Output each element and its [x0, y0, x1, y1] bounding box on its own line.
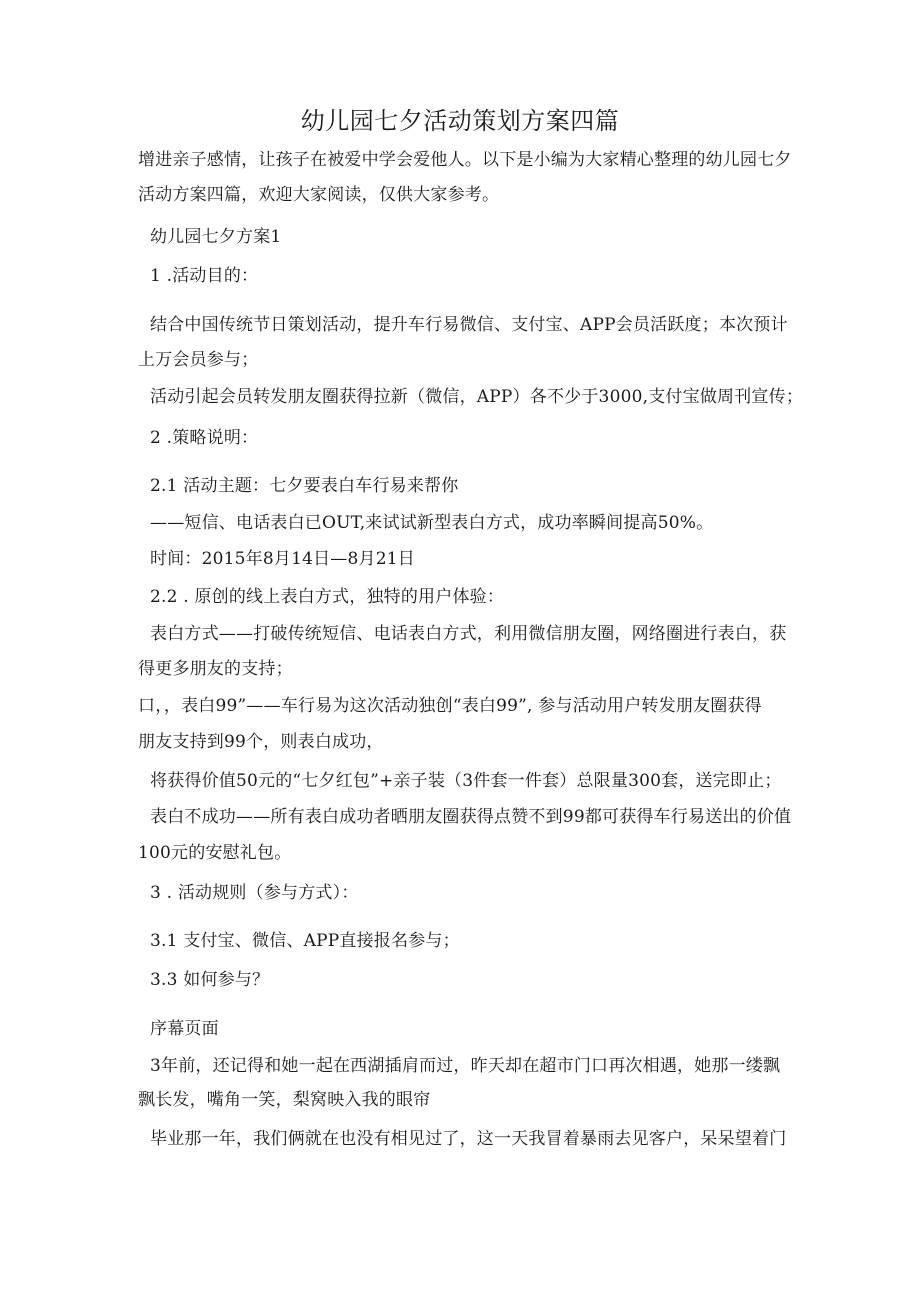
paragraph-line: 表白不成功——所有表白成功者晒朋友圈获得点赞不到99都可获得车行易送出的价值: [150, 807, 792, 827]
paragraph-line: 活动方案四篇，欢迎大家阅读，仅供大家参考。: [138, 185, 500, 205]
paragraph-line: 增进亲子感情，让孩子在被爱中学会爱他人。以下是小编为大家精心整理的幼儿园七夕: [138, 150, 792, 170]
subsection-heading: 2.1 活动主题：七夕要表白车行易来帮你: [150, 476, 459, 496]
paragraph-line: 上万会员参与；: [138, 350, 259, 370]
paragraph-line: 口，，表白99”——车行易为这次活动独创“表白99”, 参与活动用户转发朋友圈获得: [138, 696, 762, 716]
paragraph-line: 将获得价值50元的“七夕红包”+亲子装（3件套一件套）总限量300套，送完即止；: [150, 771, 782, 791]
paragraph-line: 序幕页面: [150, 1019, 219, 1039]
subsection-heading: 3.3 如何参与？: [150, 970, 270, 990]
section-heading: 2 .策略说明：: [150, 428, 259, 448]
paragraph-line: 飘长发，嘴角一笑，梨窝映入我的眼帘: [138, 1090, 431, 1110]
paragraph-line: 活动引起会员转发朋友圈获得拉新（微信，APP）各不少于3000,支付宝做周刊宣传；: [150, 387, 804, 407]
paragraph-line: 时间：2015年8月14日—8月21日: [150, 549, 415, 569]
paragraph-line: 100元的安慰礼包。: [138, 843, 292, 863]
paragraph-line: 结合中国传统节日策划活动，提升车行易微信、支付宝、APP会员活跃度；本次预计: [150, 315, 788, 335]
subsection-heading: 3.1 支付宝、微信、APP直接报名参与；: [150, 931, 460, 951]
subsection-heading: 2.2 . 原创的线上表白方式，独特的用户体验：: [150, 587, 505, 607]
paragraph-line: 朋友支持到99个，则表白成功，: [138, 732, 384, 752]
section-heading: 幼儿园七夕方案1: [150, 227, 282, 247]
section-heading: 3 . 活动规则（参与方式）：: [150, 883, 359, 903]
section-heading: 1 .活动目的：: [150, 266, 259, 286]
paragraph-line: 3年前，还记得和她一起在西湖插肩而过，昨天却在超市门口再次相遇，她那一缕飘: [150, 1056, 781, 1076]
document-title: 幼儿园七夕活动策划方案四篇: [300, 107, 620, 135]
paragraph-line: 表白方式——打破传统短信、电话表白方式，利用微信朋友圈，网络圈进行表白，获: [150, 624, 787, 644]
paragraph-line: 毕业那一年，我们俩就在也没有相见过了，这一天我冒着暴雨去见客户，呆呆望着门: [150, 1129, 787, 1149]
paragraph-line: ——短信、电话表白已OUT,来试试新型表白方式，成功率瞬间提高50%。: [150, 513, 714, 533]
paragraph-line: 得更多朋友的支持；: [138, 659, 293, 679]
